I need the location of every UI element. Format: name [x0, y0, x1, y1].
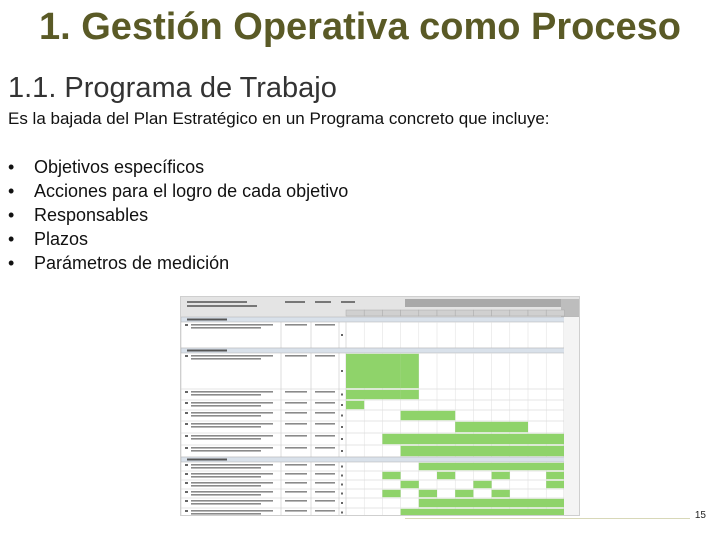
- row-text: [191, 485, 261, 487]
- row-number-text: [185, 500, 188, 502]
- sheet-header-text: [285, 301, 305, 303]
- responsible-text: [285, 491, 307, 493]
- row-number-text: [185, 510, 188, 512]
- row-text: [191, 447, 273, 449]
- gantt-bar: [401, 354, 419, 388]
- month-header-cell: [528, 310, 546, 316]
- section-header-row: [181, 348, 579, 353]
- responsible-text: [285, 391, 307, 393]
- slide-title: 1. Gestión Operativa como Proceso: [39, 6, 681, 48]
- indicator-text: [315, 402, 335, 404]
- row-text: [191, 473, 273, 475]
- row-text: [191, 355, 273, 357]
- deadline-text: [341, 394, 343, 396]
- responsible-text: [285, 435, 307, 437]
- row-text: [191, 491, 273, 493]
- indicator-text: [315, 473, 335, 475]
- deadline-text: [341, 334, 343, 336]
- month-header-cell: [437, 310, 455, 316]
- gantt-bar: [419, 463, 565, 470]
- row-number-text: [185, 447, 188, 449]
- footer-divider: [405, 518, 690, 519]
- sheet-header-text: [187, 301, 247, 303]
- intro-text: Es la bajada del Plan Estratégico en un Programa concreto que incluye:: [8, 109, 550, 128]
- row-text: [191, 415, 261, 417]
- month-header-cell: [455, 310, 473, 316]
- responsible-text: [285, 355, 307, 357]
- indicator-text: [315, 482, 335, 484]
- responsible-text: [285, 464, 307, 466]
- row-text: [191, 423, 273, 425]
- month-header-cell: [419, 310, 437, 316]
- row-text: [191, 358, 261, 360]
- month-header-cell: [401, 310, 419, 316]
- deadline-text: [341, 484, 343, 486]
- row-number-text: [185, 464, 188, 466]
- month-header-cell: [473, 310, 491, 316]
- row-text: [191, 450, 261, 452]
- gantt-bar: [437, 472, 455, 479]
- row-number-text: [185, 402, 188, 404]
- gantt-bar: [346, 390, 401, 399]
- row-text: [191, 464, 273, 466]
- gantt-bar: [382, 490, 400, 497]
- indicator-text: [315, 435, 335, 437]
- row-number-text: [185, 423, 188, 425]
- deadline-text: [341, 475, 343, 477]
- bullet-item: • Parámetros de medición: [8, 253, 230, 273]
- sheet-right-margin: [564, 317, 579, 515]
- row-text: [191, 426, 261, 428]
- spreadsheet-gantt-graphic: [181, 297, 579, 515]
- gantt-bar: [546, 472, 564, 479]
- row-text: [191, 476, 261, 478]
- deadline-text: [341, 370, 343, 372]
- sheet-header-text: [187, 305, 257, 307]
- indicator-text: [315, 391, 335, 393]
- deadline-text: [341, 502, 343, 504]
- gantt-bar: [401, 411, 456, 420]
- row-text: [191, 438, 261, 440]
- row-text: [191, 391, 273, 393]
- row-number-text: [185, 412, 188, 414]
- deadline-text: [341, 493, 343, 495]
- gantt-bar: [492, 472, 510, 479]
- row-text: [191, 412, 273, 414]
- row-text: [191, 435, 273, 437]
- indicator-text: [315, 355, 335, 357]
- bullet-item: • Plazos: [8, 229, 89, 249]
- row-number-text: [185, 435, 188, 437]
- month-header-cell: [346, 310, 364, 316]
- row-number-text: [185, 491, 188, 493]
- gantt-bar: [401, 509, 565, 515]
- responsible-text: [285, 412, 307, 414]
- month-header-cell: [510, 310, 528, 316]
- section-header-row: [181, 457, 579, 462]
- gantt-bar: [455, 490, 473, 497]
- section-header-row: [181, 317, 579, 322]
- deadline-text: [341, 438, 343, 440]
- bullet-item: • Acciones para el logro de cada objetivo: [8, 181, 349, 201]
- month-header-cell: [492, 310, 510, 316]
- row-text: [191, 394, 261, 396]
- row-number-text: [185, 473, 188, 475]
- row-text: [191, 405, 261, 407]
- gantt-bar: [419, 499, 565, 507]
- indicator-text: [315, 510, 335, 512]
- sheet-header-text: [315, 301, 331, 303]
- gantt-bar: [492, 490, 510, 497]
- row-number-text: [185, 391, 188, 393]
- deadline-text: [341, 415, 343, 417]
- gantt-bar: [401, 390, 419, 399]
- gantt-bar: [346, 354, 401, 388]
- section-subtitle: 1.1. Programa de Trabajo: [8, 72, 337, 104]
- row-text: [191, 494, 261, 496]
- page-number: 15: [694, 510, 706, 521]
- row-text: [191, 467, 261, 469]
- bullet-item: • Objetivos específicos: [8, 157, 205, 177]
- responsible-text: [285, 447, 307, 449]
- indicator-text: [315, 324, 335, 326]
- row-number-text: [185, 324, 188, 326]
- work-program-spreadsheet-image: [180, 296, 580, 516]
- deadline-text: [341, 466, 343, 468]
- section-header-text: [187, 459, 227, 461]
- row-number-text: [185, 482, 188, 484]
- responsible-text: [285, 482, 307, 484]
- row-text: [191, 327, 261, 329]
- row-text: [191, 324, 273, 326]
- row-text: [191, 500, 273, 502]
- sheet-header-title-bar: [405, 299, 561, 307]
- gantt-bar: [401, 481, 419, 488]
- gantt-bar: [401, 446, 565, 456]
- responsible-text: [285, 402, 307, 404]
- indicator-text: [315, 423, 335, 425]
- deadline-text: [341, 450, 343, 452]
- responsible-text: [285, 423, 307, 425]
- deadline-text: [341, 426, 343, 428]
- indicator-text: [315, 500, 335, 502]
- deadline-text: [341, 512, 343, 514]
- gantt-bar: [419, 490, 437, 497]
- section-header-text: [187, 350, 227, 352]
- bullet-list: [8, 155, 348, 275]
- month-header-cell: [364, 310, 382, 316]
- responsible-text: [285, 324, 307, 326]
- month-header-cell: [546, 310, 564, 316]
- row-text: [191, 482, 273, 484]
- row-text: [191, 510, 273, 512]
- gantt-bar: [382, 472, 400, 479]
- indicator-text: [315, 491, 335, 493]
- section-header-text: [187, 319, 227, 321]
- indicator-text: [315, 464, 335, 466]
- deadline-text: [341, 404, 343, 406]
- row-text: [191, 503, 261, 505]
- row-text: [191, 513, 261, 515]
- gantt-bar: [346, 401, 364, 409]
- responsible-text: [285, 473, 307, 475]
- responsible-text: [285, 510, 307, 512]
- responsible-text: [285, 500, 307, 502]
- gantt-bar: [382, 434, 564, 444]
- sheet-header-text: [341, 301, 355, 303]
- indicator-text: [315, 447, 335, 449]
- row-number-text: [185, 355, 188, 357]
- gantt-bar: [473, 481, 491, 488]
- gantt-bar: [455, 422, 528, 432]
- month-header-cell: [382, 310, 400, 316]
- bullet-item: • Responsables: [8, 205, 149, 225]
- row-text: [191, 402, 273, 404]
- gantt-bar: [546, 481, 564, 488]
- indicator-text: [315, 412, 335, 414]
